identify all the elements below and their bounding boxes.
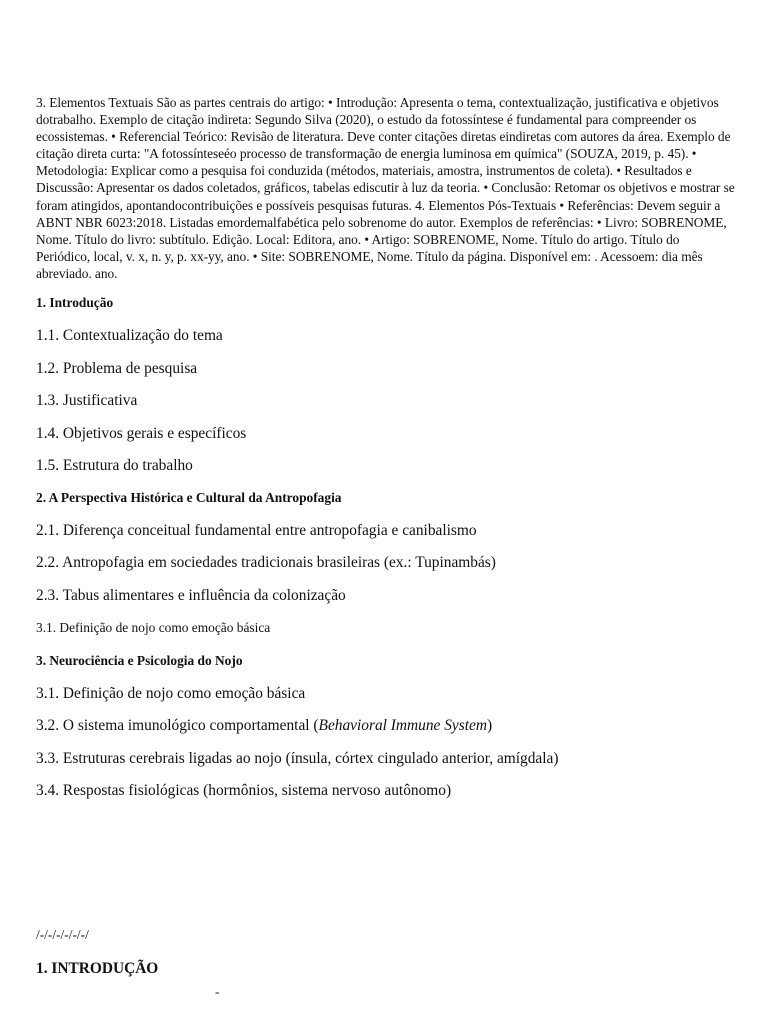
- outline-item: [36, 717, 736, 735]
- outline-item: 3.4. Respostas fisiológicas (hormônios, sistema nervoso autônomo): [36, 782, 452, 800]
- section-introducao: [36, 295, 736, 475]
- outline-item-text: 3.2. O sistema imunológico comportamental (: [36, 717, 319, 735]
- outline-item: 2.1. Diferença conceitual fundamental entre antropofagia e canibalismo: [36, 521, 477, 539]
- intro-paragraph: 3. Elementos Textuais São as partes centrais do artigo: • Introdução: Apresenta o tema, contextualização, justificativa e objetivos dotrabalho. Exemplo de citação indireta: Segundo Silva (2020), o estudo da fotossíntese é fundamental para compreender os ecossistemas. • Referencial Teórico: Revisão de literatura. Deve conter citações diretas eindiretas com autores da área. Exemplo de citação direta curta: "A fotossínteseéo processo de transformação de energia luminosa em química" (SOUZA, 2019, p. 45). • Metodologia: Explicar como a pesquisa foi conduzida (métodos, materiais, amostra, instrumentos de coleta). • Resultados e Discussão: Apresentar os dados coletados, gráficos, tabelas ediscutir à luz da teoria. • Conclusão: Retomar os objetivos e mostrar se foram atingidos, apontandocontribuições e possíveis pesquisas futuras. 4. Elementos Pós-Textuais • Referências: Devem seguir a ABNT NBR 6023:2018. Listadas emordemalfabética pelo sobrenome do autor. Exemplos de referências: • Livro: SOBRENOME, Nome. Título do livro: subtítulo. Edição. Local: Editora, ano. • Artigo: SOBRENOME, Nome. Título do artigo. Título do Periódico, local, v. x, n. y, p. xx-yy, ano. • Site: SOBRENOME, Nome. Título da página. Disponível em: . Acessoem: dia mês abreviado. ano.: [36, 95, 735, 281]
- outline-item: 1.2. Problema de pesquisa: [36, 359, 198, 377]
- outline-item: 1.4. Objetivos gerais e específicos: [36, 424, 247, 442]
- outline-item: 1.1. Contextualização do tema: [36, 327, 223, 345]
- outline-item: 2.3. Tabus alimentares e influência da colonização: [36, 586, 346, 604]
- section-heading: 3. Neurociência e Psicologia do Nojo: [36, 652, 243, 668]
- document-body: [36, 94, 736, 815]
- outline-item: 3.1. Definição de nojo como emoção básica: [36, 684, 306, 702]
- outline-item: 3.3. Estruturas cerebrais ligadas ao nojo (ínsula, córtex cingulado anterior, amígdala): [36, 749, 559, 767]
- outline-item: 3.1. Definição de nojo como emoção básica: [36, 620, 271, 636]
- chapter-heading: 1. INTRODUÇÃO: [36, 960, 159, 977]
- section-neurociencia: [36, 653, 736, 800]
- section-antropofagia: [36, 490, 736, 637]
- stray-mark: -: [215, 984, 220, 999]
- outline-item: 2.2. Antropofagia em sociedades tradicionais brasileiras (ex.: Tupinambás): [36, 554, 496, 572]
- separator-line: /-/-/-/-/-/-/: [36, 927, 89, 942]
- outline-item: 1.3. Justificativa: [36, 392, 138, 410]
- outline-item-text: ): [486, 717, 493, 735]
- section-heading: 1. Introdução: [36, 295, 114, 311]
- section-heading: 2. A Perspectiva Histórica e Cultural da Antropofagia: [36, 489, 342, 505]
- italic-term: Behavioral Immune System: [318, 717, 487, 735]
- outline-item: 1.5. Estrutura do trabalho: [36, 457, 193, 475]
